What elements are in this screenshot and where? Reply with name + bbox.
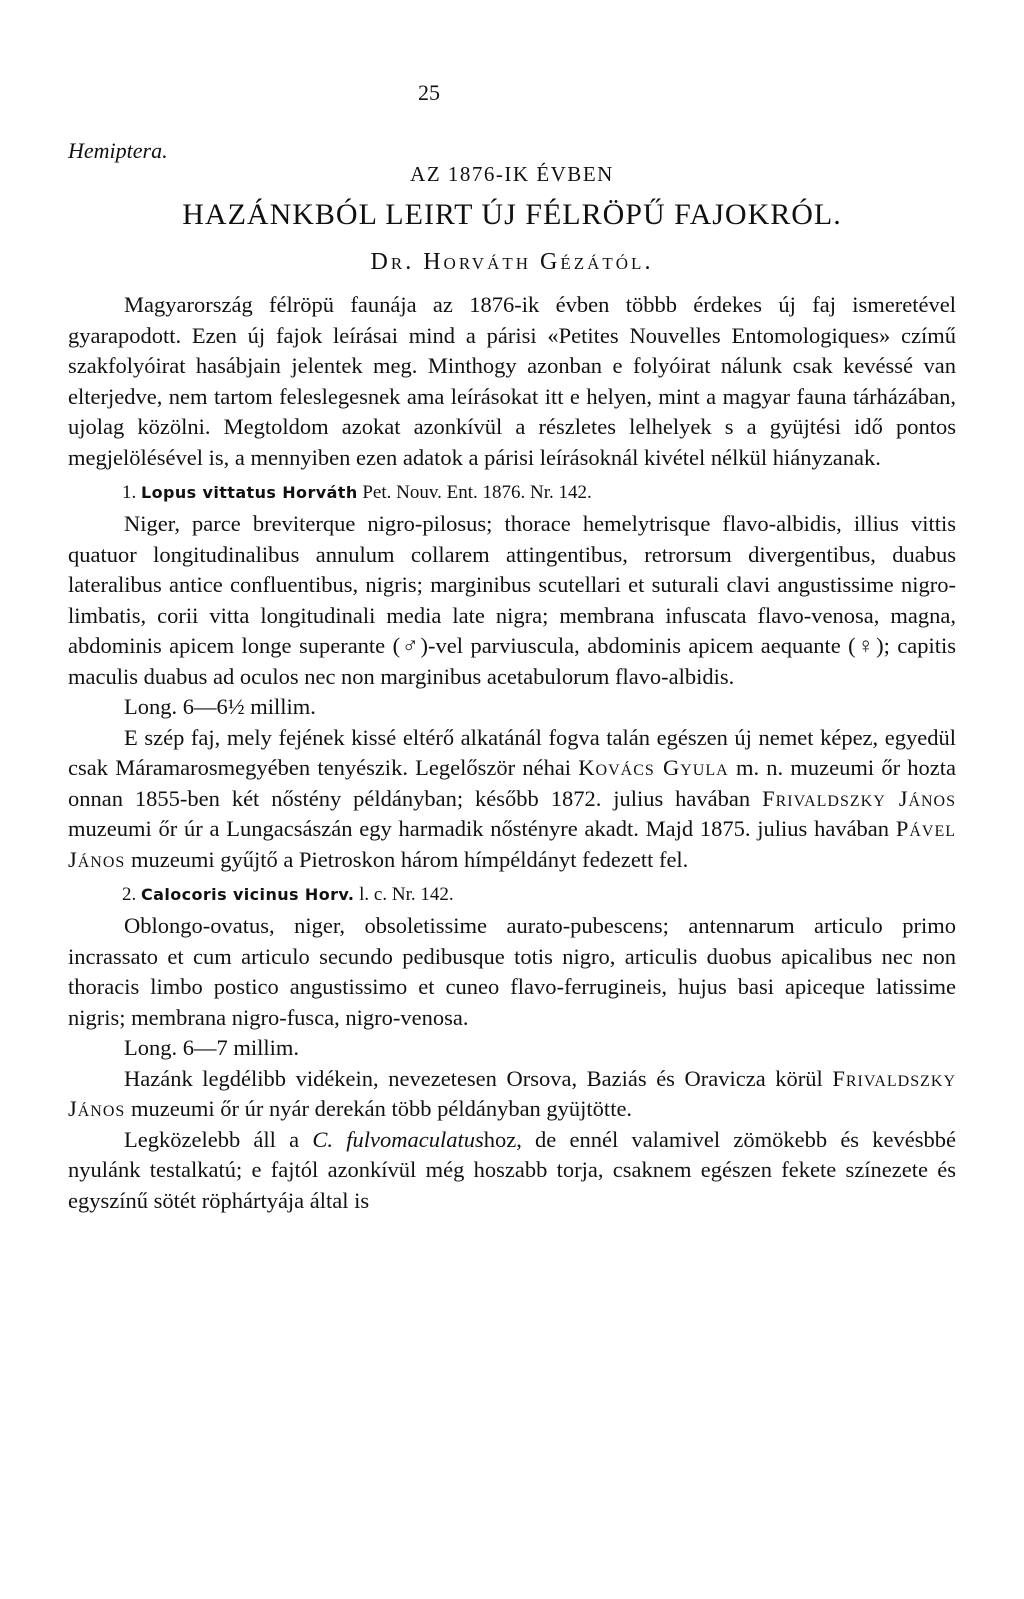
note-text: muzeumi őr úr a Lungacsászán egy harmadik nőstényre akadt. Majd 1875. julius havában — [68, 816, 890, 841]
species-heading — [68, 479, 956, 507]
page-number: 25 — [418, 80, 440, 105]
heading-title: HAZÁNKBÓL LEIRT ÚJ FÉLRÖPŰ FAJOKRÓL. — [182, 198, 842, 231]
running-head: Hemiptera. — [68, 138, 168, 163]
person-name: Kovács Gyula — [578, 755, 729, 780]
person-name: Pável János — [68, 816, 956, 872]
note-text: Legközelebb áll a — [124, 1126, 300, 1152]
author-name: Horváth Gézától. — [423, 249, 654, 275]
species-note — [68, 1064, 956, 1125]
species-diagnosis: Oblongo-ovatus, niger, obsoletissime aurato-pubescens; antennarum articulo primo incrassato et cum articulo secundo pedibusque totis nigro, articulis duobus apicalibus nec non thoracis limbo postico angustissimo et cuneo flavo-ferrugineis, hujus basi apiceque latissime nigris; membrana nigro-fusca, nigro-venosa. — [68, 913, 956, 1030]
note-text: m. n. muzeumi őr hozta onnan 1855-ben két nőstény példányban; később 1872. julius havában — [68, 755, 957, 811]
heading-line-1: AZ 1876-IK ÉVBEN — [410, 162, 614, 186]
article-body — [68, 290, 956, 1216]
author-prefix: Dr. — [370, 249, 415, 275]
species-name: Lopus vittatus Horváth — [141, 483, 358, 502]
note-text: muzeumi gyűjtő a Pietroskon három hímpéldányt fedezett fel. — [130, 846, 689, 872]
species-reference: Pet. Nouv. Ent. 1876. Nr. 142. — [362, 482, 592, 503]
species-heading — [68, 881, 956, 909]
note-text: muzeumi őr úr nyár derekán több példányban gyüjtötte. — [130, 1096, 633, 1121]
species-note — [68, 723, 956, 876]
species-reference-name: C. fulvomaculatus — [312, 1126, 484, 1152]
person-name: Frivaldszky János — [68, 1065, 956, 1121]
species-name: Calocoris vicinus Horv. — [141, 885, 355, 904]
person-name: Frivaldszky János — [762, 785, 957, 811]
note-text: Hazánk legdélibb vidékein, nevezetesen Orsova, Baziás és Oravicza körül — [124, 1065, 823, 1091]
note-text: E szép faj, mely fejének kissé eltérő alkatánál fogva talán egészen új nemet képez, egyedül csak Máramarosmegyében tenyészik. Legelőször néhai — [68, 724, 956, 780]
species-length: Long. 6—6½ millim. — [124, 694, 316, 719]
note-text: hoz, de ennél valamivel zömökebb és kevésbbé nyulánk testalkatú; e fajtól azonkívül még hoszabb torja, csaknem egészen fekete színezete és egyszínű sötét röphártyája által is — [68, 1126, 957, 1213]
species-length: Long. 6—7 millim. — [124, 1035, 300, 1060]
species-diagnosis: Niger, parce breviterque nigro-pilosus; thorace hemelytrisque flavo-albidis, illius vittis quatuor longitudinalibus annulum collarem attingentibus, retrorsum divergentibus, duabus lateralibus antice confluentibus, nigris; marginibus scutellari et suturali clavi angustissime nigro-limbatis, corii vitta longitudinali media late nigra; membrana infuscata flavo-venosa, magna, abdominis apicem longe superante (♂)-vel parviuscula, abdominis apicem aequante (♀); capitis maculis duabus ad oculos nec non marginibus acetabulorum flavo-albidis. — [68, 511, 956, 689]
intro-paragraph: Magyarország félröpü faunája az 1876-ik évben többb érdekes új faj ismeretével gyarapodott. Ezen új fajok leírásai mind a párisi «Petites Nouvelles Entomologiques» czímű szakfolyóirat hasábjain jelentek meg. Minthogy azonban e folyóirat nálunk csak kevéssé van elterjedve, nem tartom feleslegesnek ama leírásokat itt e helyen, mint a magyar fauna tárházában, ujolag közölni. Megtoldom azokat azonkívül a részletes lelhelyek s a gyüjtési idő pontos megjelölésével is, a mennyiben ezen adatok a párisi leírásoknál kivétel nélkül hiányzanak. — [68, 292, 956, 470]
species-reference: l. c. Nr. 142. — [359, 884, 454, 905]
species-note — [68, 1125, 956, 1217]
species-number: 1. — [122, 482, 137, 503]
species-number: 2. — [122, 884, 137, 905]
author-line — [0, 249, 1024, 276]
